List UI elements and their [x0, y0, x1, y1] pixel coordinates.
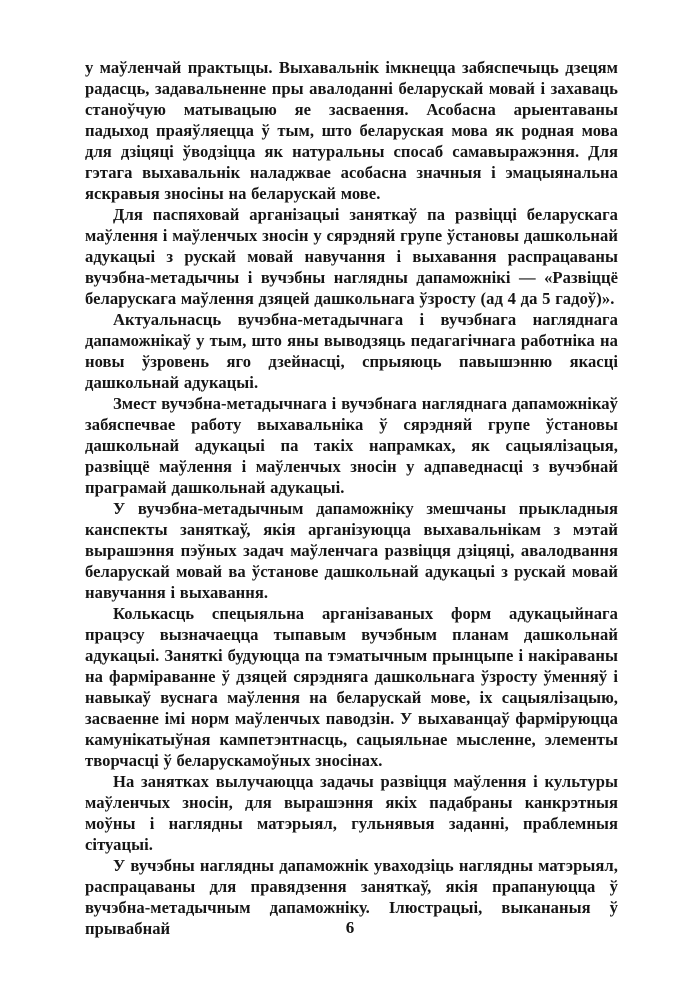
paragraph: Колькасць спецыяльна арганізаваных форм адукацыйнага працэсу вызначаецца тыпавым вучэбным планам дашкольнай адукацыі. Заняткі будуюцца па тэматычным прынцыпе і накіраваны на фарміраванне ў дзяцей сярэдняга дашкольнага ўзросту ўменняў і навыкаў вуснага маўлення на беларускай мове, іх сацыялізацыю, засваенне імі норм маўленчых паводзін. У выхаванцаў фарміруюцца камунікатыўная кампетэнтнасць, сацыяльнае мысленне, элементы творчасці ў беларускамоўных зносінах. [85, 604, 618, 770]
paragraph: Актуальнасць вучэбна-метадычнага і вучэбнага нагляднага дапаможнікаў у тым, што яны выводзяць педагагічнага работніка на новы ўзровень яго дзейнасці, спрыяюць павышэнню якасці дашкольнай адукацыі. [85, 310, 618, 392]
paragraph: у маўленчай практыцы. Выхавальнік імкнецца забяспечыць дзецям радасць, задавальненне пры авалоданні беларускай мовай і захаваць станоўчую матывацыю яе засваення. Асобасна арыентаваны падыход праяўляецца ў тым, што беларуская мова як родная мова для дзіцяці ўводзіцца як натуральны спосаб самавыражэння. Для гэтага выхавальнік наладжвае асобасна значныя і эмацыянальна яскравыя зносіны на беларускай мове. [85, 58, 618, 203]
body-text [85, 57, 618, 939]
paragraph: Для паспяховай арганізацыі заняткаў па развіцці беларускага маўлення і маўленчых зносін у сярэдняй групе ўстановы дашкольнай адукацыі з рускай мовай навучання і выхавання распрацаваны вучэбна-метадычны і вучэбны наглядны дапаможнікі — «Развіццё беларускага маўлення дзяцей дашкольнага ўзросту (ад 4 да 5 гадоў)». [85, 205, 618, 308]
page-number: 6 [345, 918, 355, 937]
paragraph: На занятках вылучаюцца задачы развіцця маўлення і культуры маўленчых зносін, для вырашэння якіх падабраны канкрэтныя моўны і наглядны матэрыял, гульнявыя заданні, праблемныя сітуацыі. [85, 772, 618, 854]
paragraph: У вучэбны наглядны дапаможнік уваходзіць наглядны матэрыял, распрацаваны для правядзення заняткаў, якія прапануюцца ў вучэбна-метадычным дапаможніку. Ілюстрацыі, выкананыя ў прывабнай [85, 856, 618, 938]
paragraph: У вучэбна-метадычным дапаможніку змешчаны прыкладныя канспекты заняткаў, якія арганізуюцца выхавальнікам з мэтай вырашэння пэўных задач маўленчага развіцця дзіцяці, авалодвання беларускай мовай ва ўстанове дашкольнай адукацыі з рускай мовай навучання і выхавання. [85, 499, 618, 602]
paragraph: Змест вучэбна-метадычнага і вучэбнага нагляднага дапаможнікаў забяспечвае работу выхавальніка ў сярэдняй групе ўстановы дашкольнай адукацыі па такіх напрамках, як сацыялізацыя, развіццё маўлення і маўленчых зносін у адпаведнасці з вучэбнай праграмай дашкольнай адукацыі. [85, 394, 618, 497]
